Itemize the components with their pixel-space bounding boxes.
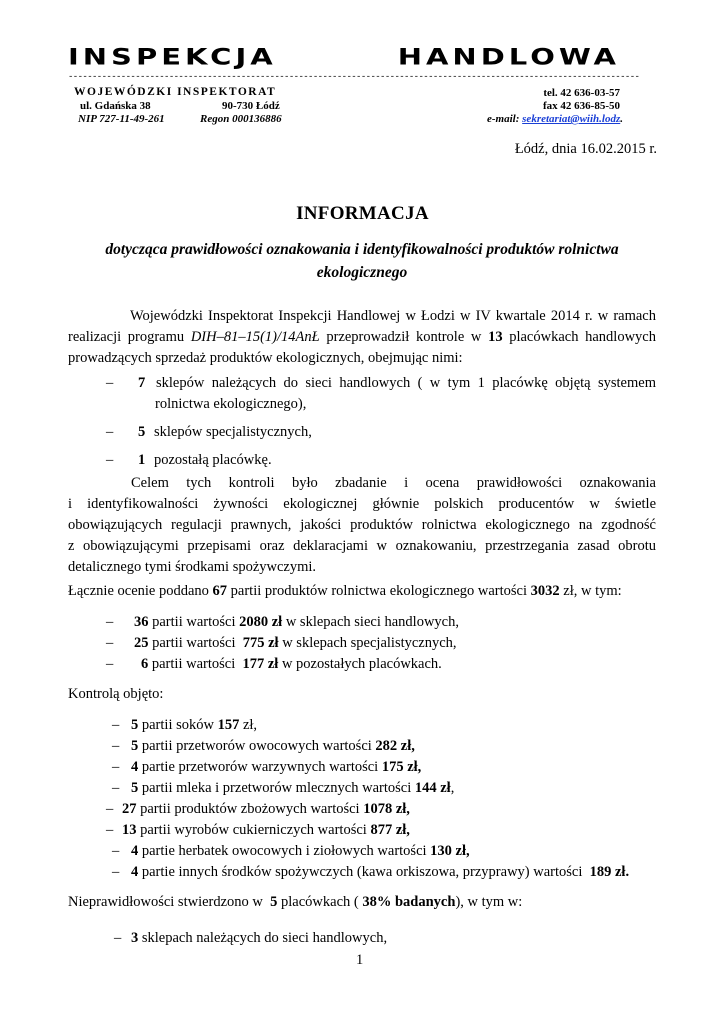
intro-line-3: prowadzących sprzedaż produktów ekologicznych, obejmując nimi:	[68, 350, 463, 366]
list-item: 5 partii przetworów owocowych wartości 282 zł,	[131, 738, 415, 754]
document-subtitle: dotycząca prawidłowości oznakowania i identyfikowalności produktów rolnictwa ekologicznego	[105, 241, 619, 281]
purpose-line-1: Celem tych kontroli było zbadanie i ocena prawidłowości oznakowania	[131, 475, 656, 491]
list-item-dash: –	[106, 656, 114, 672]
list-item: 5 partii soków 157 zł,	[131, 717, 258, 733]
list-item-dash: –	[114, 930, 122, 946]
outlet-count: 5	[138, 424, 146, 440]
list-item: 5 partii mleka i przetworów mlecznych wartości 144 zł,	[131, 780, 455, 796]
list-item-dash: –	[106, 635, 114, 651]
nip-number: NIP 727-11-49-261	[78, 113, 165, 125]
intro-line-1: Wojewódzki Inspektorat Inspekcji Handlowej w Łodzi w IV kwartale 2014 r. w ramach	[130, 308, 656, 324]
page-number: 1	[356, 952, 364, 968]
email-label: e-mail:	[487, 113, 520, 125]
email-line	[487, 113, 623, 125]
outlet-text: sklepów należących do sieci handlowych ( w tym 1 placówkę objętą systemem	[156, 375, 656, 391]
list-item: 13 partii wyrobów cukierniczych wartości 877 zł,	[122, 822, 410, 838]
list-item: 36 partii wartości 2080 zł w sklepach sieci handlowych,	[134, 614, 459, 630]
list-item: 25 partii wartości 775 zł w sklepach specjalistycznych,	[134, 635, 457, 651]
logo-word-inspekcja: INSPEKCJA	[68, 43, 277, 70]
purpose-line-5: detalicznego tymi środkami spożywczymi.	[68, 559, 317, 575]
phone: tel. 42 636-03-57	[543, 87, 620, 99]
list-item-dash: –	[106, 375, 114, 391]
list-item-dash: –	[112, 738, 120, 754]
list-item-dash: –	[106, 801, 114, 817]
list-item: 27 partii produktów zbożowych wartości 1078 zł,	[122, 801, 410, 817]
list-item: 3 sklepach należących do sieci handlowych,	[131, 930, 388, 946]
purpose-line-4: z obowiązującymi przepisami oraz deklaracjami w oznakowaniu, przestrzegania zasad obrotu	[68, 538, 656, 554]
list-item-dash: –	[106, 424, 114, 440]
list-item-dash: –	[112, 843, 120, 859]
document-title: INFORMACJA	[296, 203, 429, 224]
logo-word-handlowa: HANDLOWA	[397, 43, 620, 70]
email-link[interactable]: sekretariat@wiih.lodz	[522, 113, 621, 125]
list-item-dash: –	[112, 759, 120, 775]
letterhead-logo	[68, 44, 620, 69]
list-item: 6 partii wartości 177 zł w pozostałych placówkach.	[141, 656, 442, 672]
intro-line-2: realizacji programu DIH–81–15(1)/14AnŁ przeprowadził kontrole w 13 placówkach handlowych	[68, 329, 656, 345]
city-address: 90-730 Łódź	[222, 100, 280, 112]
list-item-dash: –	[106, 822, 114, 838]
header-separator: -----------------------------------------------------------------------------------------------------------------------	[68, 72, 640, 82]
list-item: 4 partie przetworów warzywnych wartości 175 zł,	[131, 759, 422, 775]
outlet-count: 1	[138, 452, 146, 468]
outlet-text: sklepów specjalistycznych,	[154, 424, 312, 440]
org-name: WOJEWÓDZKI INSPEKTORAT	[74, 86, 277, 98]
purpose-line-2: i identyfikowalności żywności ekologicznej głównie polskich producentów w świetle	[68, 496, 656, 512]
list-item: 4 partie innych środków spożywczych (kawa orkiszowa, przyprawy) wartości 189 zł.	[131, 864, 630, 880]
regon-number: Regon 000136886	[200, 113, 282, 125]
outlet-text: pozostałą placówkę.	[154, 452, 272, 468]
purpose-paragraph	[68, 473, 656, 578]
outlet-text-continued: rolnictwa ekologicznego),	[155, 396, 307, 412]
street-address: ul. Gdańska 38	[80, 100, 151, 112]
list-item-dash: –	[106, 614, 114, 630]
irregularities-summary: Nieprawidłowości stwierdzono w 5 placówkach ( 38% badanych), w tym w:	[68, 894, 523, 910]
email-suffix: .	[620, 113, 623, 125]
outlet-count: 7	[138, 375, 146, 391]
fax: fax 42 636-85-50	[543, 100, 620, 112]
list-item-dash: –	[112, 717, 120, 733]
controlled-label: Kontrolą objęto:	[68, 686, 164, 702]
intro-paragraph	[68, 306, 656, 369]
total-summary: Łącznie ocenie poddano 67 partii produktów rolnictwa ekologicznego wartości 3032 zł, w tym:	[68, 583, 622, 599]
list-item-dash: –	[106, 452, 114, 468]
list-item-dash: –	[112, 864, 120, 880]
list-item-dash: –	[112, 780, 120, 796]
date-line: Łódź, dnia 16.02.2015 r.	[514, 141, 657, 157]
list-item: 4 partie herbatek owocowych i ziołowych wartości 130 zł,	[131, 843, 470, 859]
purpose-line-3: obowiązujących regulacji prawnych, jakości produktów rolnictwa ekologicznego na zgodność	[68, 517, 656, 533]
